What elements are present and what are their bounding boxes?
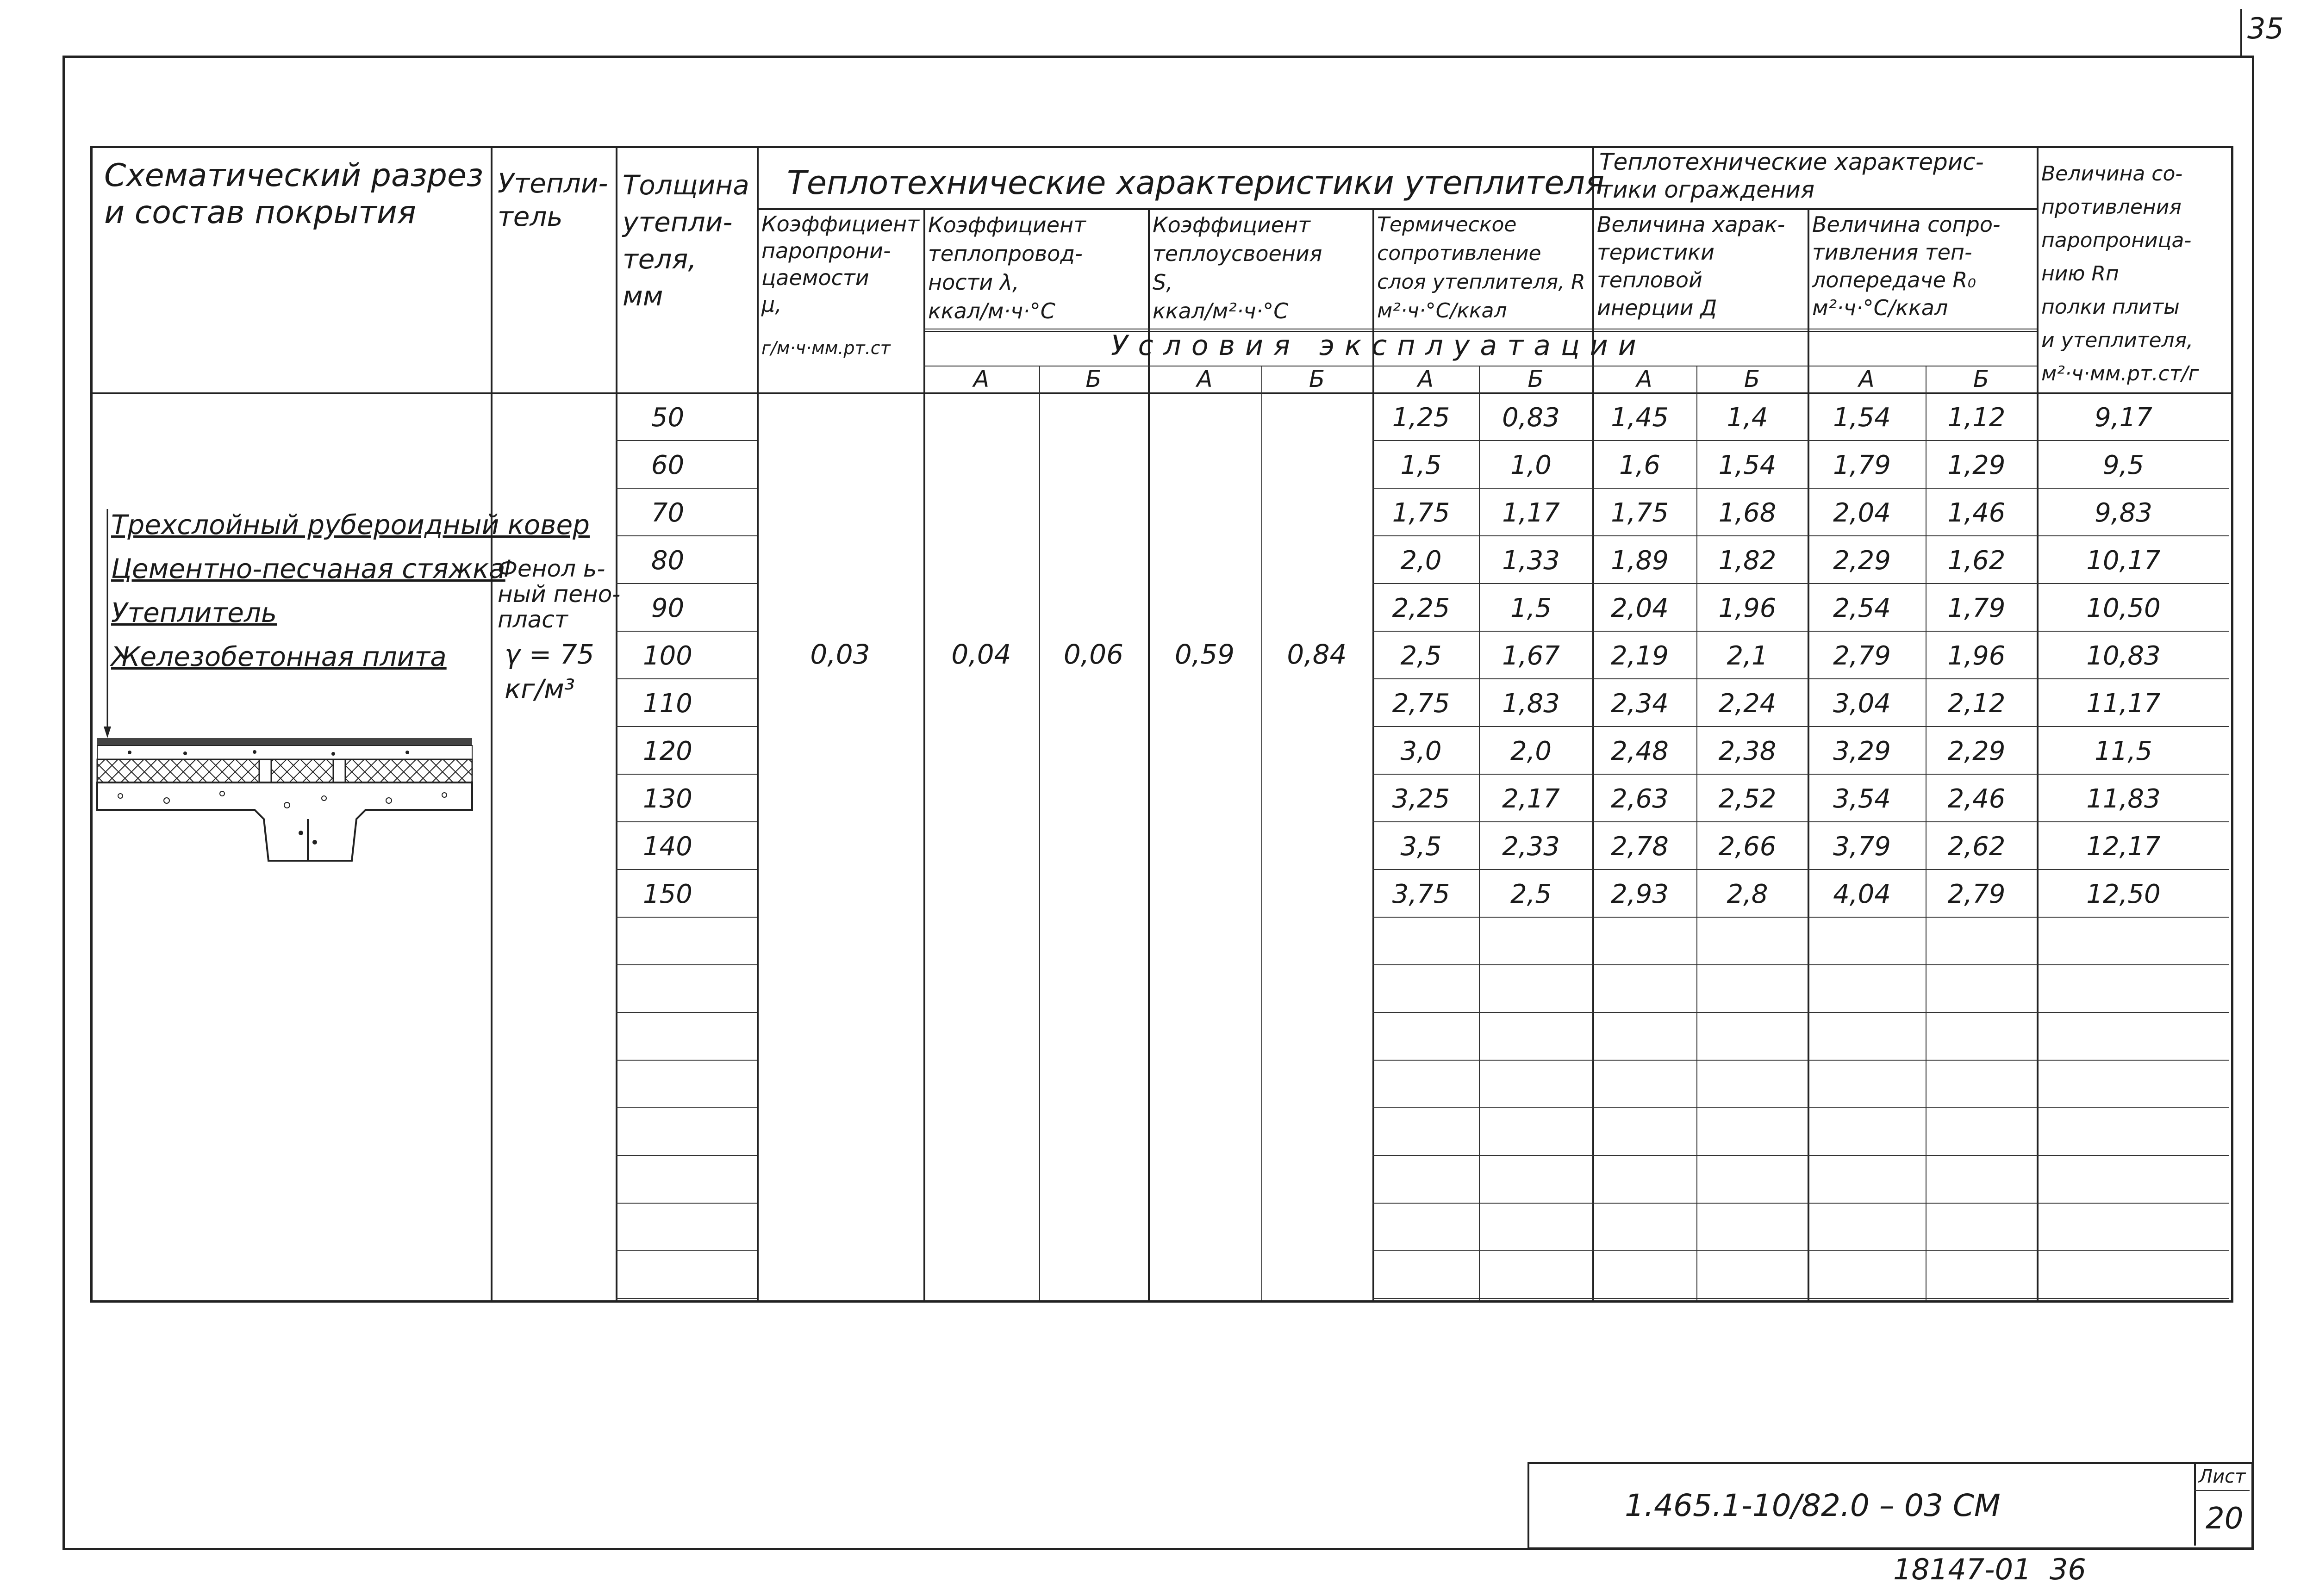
cell-r0a: 2,29 bbox=[1833, 546, 1891, 576]
insulant-line-4: γ = 75 bbox=[505, 639, 594, 670]
cell-db: 2,52 bbox=[1718, 784, 1777, 814]
cell-db: 2,66 bbox=[1718, 832, 1777, 862]
row-line bbox=[616, 1012, 757, 1013]
sheet-number-divider bbox=[2240, 9, 2242, 56]
cell-ra: 2,25 bbox=[1392, 593, 1450, 623]
cell-db: 1,68 bbox=[1718, 498, 1777, 528]
cell-rp: 12,17 bbox=[2086, 832, 2161, 862]
row-line bbox=[1372, 631, 2229, 632]
subheader-a-4: А bbox=[1636, 366, 1652, 392]
header-inertia: Величина харак- теристики тепловой инерции Д bbox=[1597, 212, 1785, 320]
header-bottom-line bbox=[90, 392, 2231, 394]
row-line bbox=[616, 774, 757, 775]
cell-r0a: 3,79 bbox=[1833, 832, 1891, 862]
row-line bbox=[1372, 821, 2229, 822]
row-line bbox=[616, 726, 757, 727]
row-line bbox=[616, 488, 757, 489]
row-line bbox=[616, 1060, 757, 1061]
col-line-7 bbox=[1261, 366, 1262, 1300]
insulant-line-1: Фенол ь- bbox=[498, 555, 605, 582]
cell-r0a: 1,54 bbox=[1833, 403, 1891, 433]
cell-db: 2,8 bbox=[1727, 879, 1768, 909]
cell-db: 1,4 bbox=[1727, 403, 1768, 433]
cell-ra: 2,5 bbox=[1400, 641, 1442, 671]
row-line bbox=[1372, 535, 2229, 536]
cell-rp: 11,5 bbox=[2095, 736, 2152, 766]
cell-ra: 2,0 bbox=[1400, 546, 1442, 576]
row-line bbox=[616, 821, 757, 822]
row-line bbox=[1372, 869, 2229, 870]
row-line bbox=[616, 678, 757, 679]
subheader-b-5: Б bbox=[1973, 366, 1989, 392]
cell-da: 2,04 bbox=[1611, 593, 1669, 623]
col-line-14 bbox=[2037, 146, 2039, 1300]
cell-rp: 11,83 bbox=[2086, 784, 2161, 814]
row-line bbox=[616, 1107, 757, 1108]
header-insulant: Утепли- тель bbox=[498, 168, 608, 232]
cell-r0b: 1,79 bbox=[1947, 593, 2006, 623]
cell-r0a: 3,04 bbox=[1833, 689, 1891, 719]
row-line bbox=[1372, 583, 2229, 584]
cell-t: 150 bbox=[643, 879, 692, 909]
insulant-line-2: ный пено- bbox=[498, 581, 621, 608]
row-line bbox=[616, 1203, 757, 1204]
cell-r0b: 1,29 bbox=[1947, 450, 2006, 480]
cell-da: 2,93 bbox=[1611, 879, 1669, 909]
cell-rb: 2,17 bbox=[1502, 784, 1560, 814]
cell-r0b: 1,46 bbox=[1947, 498, 2006, 528]
subheader-a-2: А bbox=[1197, 366, 1213, 392]
value-lambda-a: 0,04 bbox=[951, 639, 1011, 670]
value-s-a: 0,59 bbox=[1174, 639, 1235, 670]
row-line bbox=[1372, 1060, 2229, 1061]
header-vapor-resistance: Величина со- противления паропроница- нию Rп полки плиты и утеплителя, м²·ч·мм.рт.ст/г bbox=[2041, 162, 2199, 385]
row-line bbox=[616, 631, 757, 632]
cell-db: 1,54 bbox=[1718, 450, 1777, 480]
sheet-label: Лист bbox=[2199, 1466, 2246, 1487]
cell-t: 80 bbox=[651, 546, 685, 576]
row-line bbox=[1372, 1250, 2229, 1251]
cell-r0a: 2,04 bbox=[1833, 498, 1891, 528]
cell-t: 140 bbox=[643, 832, 692, 862]
cell-rp: 12,50 bbox=[2086, 879, 2161, 909]
header-conductivity: Коэффициент теплопровод- ности λ, ккал/м·ч·°С bbox=[928, 212, 1086, 323]
cell-da: 2,34 bbox=[1611, 689, 1669, 719]
row-line bbox=[1372, 964, 2229, 965]
row-line bbox=[1372, 726, 2229, 727]
row-line bbox=[1372, 1155, 2229, 1156]
subheader-a-3: А bbox=[1417, 366, 1434, 392]
cell-r0a: 3,54 bbox=[1833, 784, 1891, 814]
header-section: Схематический разрез и состав покрытия bbox=[104, 157, 483, 231]
cell-r0a: 2,79 bbox=[1833, 641, 1891, 671]
subheader-b-1: Б bbox=[1085, 366, 1102, 392]
cell-db: 1,82 bbox=[1718, 546, 1777, 576]
cell-r0b: 2,29 bbox=[1947, 736, 2006, 766]
cell-da: 1,75 bbox=[1611, 498, 1669, 528]
cell-r0b: 2,79 bbox=[1947, 879, 2006, 909]
row-line bbox=[1372, 917, 2229, 918]
cell-da: 1,45 bbox=[1611, 403, 1669, 433]
sheet-number-top: 35 bbox=[2247, 12, 2284, 45]
cell-db: 1,96 bbox=[1718, 593, 1777, 623]
cell-ra: 3,0 bbox=[1400, 736, 1442, 766]
header-thermal-resistance: Термическое сопротивление слоя утеплителя, R м²·ч·°С/ккал bbox=[1377, 213, 1585, 323]
subheader-b-3: Б bbox=[1527, 366, 1544, 392]
row-line bbox=[616, 964, 757, 965]
row-line bbox=[616, 917, 757, 918]
cell-ra: 3,5 bbox=[1400, 832, 1442, 862]
row-line bbox=[1372, 1203, 2229, 1204]
cell-t: 120 bbox=[643, 736, 692, 766]
cell-r0b: 1,62 bbox=[1947, 546, 2006, 576]
cell-rb: 1,33 bbox=[1502, 546, 1560, 576]
subheader-b-2: Б bbox=[1309, 366, 1325, 392]
value-lambda-b: 0,06 bbox=[1063, 639, 1124, 670]
cell-r0b: 1,12 bbox=[1947, 403, 2006, 433]
row-line bbox=[616, 535, 757, 536]
cell-da: 1,6 bbox=[1619, 450, 1661, 480]
insulant-line-3: пласт bbox=[498, 606, 568, 633]
header-vapor-perm: Коэффициент паропрони- цаемости μ, bbox=[761, 211, 919, 317]
cell-rp: 9,5 bbox=[2102, 450, 2145, 480]
header-heat-transfer: Величина сопро- тивления теп- лопередаче R₀ м²·ч·°С/ккал bbox=[1812, 212, 2001, 320]
sheet-label-line bbox=[2194, 1490, 2250, 1491]
subheader-b-4: Б bbox=[1744, 366, 1760, 392]
cell-rb: 1,5 bbox=[1510, 593, 1552, 623]
cell-da: 2,48 bbox=[1611, 736, 1669, 766]
cell-r0b: 2,62 bbox=[1947, 832, 2006, 862]
value-s-b: 0,84 bbox=[1287, 639, 1347, 670]
cell-t: 90 bbox=[651, 593, 685, 623]
col-line-2 bbox=[616, 146, 617, 1300]
header-thickness: Толщина утепли- теля, мм bbox=[623, 169, 749, 312]
section-sketch bbox=[93, 500, 491, 879]
col-line-3 bbox=[757, 146, 759, 1300]
cell-t: 100 bbox=[643, 641, 692, 671]
sheet-number: 20 bbox=[2206, 1502, 2244, 1536]
cell-r0a: 2,54 bbox=[1833, 593, 1891, 623]
cell-db: 2,38 bbox=[1718, 736, 1777, 766]
row-line bbox=[1372, 1107, 2229, 1108]
col-line-5 bbox=[1039, 366, 1040, 1300]
cell-t: 70 bbox=[651, 498, 685, 528]
cell-rp: 10,17 bbox=[2086, 546, 2161, 576]
row-line bbox=[1372, 1298, 2229, 1299]
row-line bbox=[616, 1155, 757, 1156]
cell-ra: 1,5 bbox=[1400, 450, 1442, 480]
layer-insulation: Утеплитель bbox=[111, 597, 277, 628]
cell-da: 2,63 bbox=[1611, 784, 1669, 814]
row-line bbox=[616, 440, 757, 441]
cell-ra: 3,75 bbox=[1392, 879, 1450, 909]
cell-rb: 1,83 bbox=[1502, 689, 1560, 719]
title-block-divider bbox=[2194, 1462, 2196, 1546]
row-line bbox=[616, 1298, 757, 1299]
cell-ra: 1,25 bbox=[1392, 403, 1450, 433]
cell-rp: 10,50 bbox=[2086, 593, 2161, 623]
cell-t: 50 bbox=[651, 403, 685, 433]
subheader-a-1: А bbox=[973, 366, 990, 392]
group-header-line bbox=[757, 208, 2037, 210]
cell-t: 60 bbox=[651, 450, 685, 480]
row-line bbox=[616, 583, 757, 584]
header-heat-absorption: Коэффициент теплоусвоения S, ккал/м²·ч·°С bbox=[1153, 212, 1322, 323]
cell-r0a: 1,79 bbox=[1833, 450, 1891, 480]
cell-rb: 2,5 bbox=[1510, 879, 1552, 909]
cell-r0b: 2,46 bbox=[1947, 784, 2006, 814]
header-enclosure-chars: Теплотехнические характерис- тики ограждения bbox=[1599, 149, 1984, 203]
cell-da: 1,89 bbox=[1611, 546, 1669, 576]
cell-rb: 2,0 bbox=[1510, 736, 1552, 766]
row-line bbox=[1372, 440, 2229, 441]
col-line-1 bbox=[491, 146, 493, 1300]
header-insulant-chars: Теплотехнические характеристики утеплителя bbox=[787, 164, 1605, 202]
layer-screed: Цементно-песчаная стяжка bbox=[111, 553, 505, 584]
cell-rp: 10,83 bbox=[2086, 641, 2161, 671]
cell-ra: 3,25 bbox=[1392, 784, 1450, 814]
header-conditions: Условия эксплуатации bbox=[1111, 329, 1646, 362]
cell-rp: 9,83 bbox=[2095, 498, 2152, 528]
layer-slab: Железобетонная плита bbox=[111, 641, 447, 672]
cell-rp: 11,17 bbox=[2086, 689, 2161, 719]
value-mu: 0,03 bbox=[810, 639, 870, 670]
row-line bbox=[616, 1250, 757, 1251]
header-vapor-perm-unit: г/м·ч·мм.рт.ст bbox=[761, 338, 891, 358]
layer-roofing: Трехслойный рубероидный ковер bbox=[111, 509, 590, 540]
cell-rb: 0,83 bbox=[1502, 403, 1560, 433]
cell-ra: 2,75 bbox=[1392, 689, 1450, 719]
row-line bbox=[1372, 774, 2229, 775]
cell-rb: 2,33 bbox=[1502, 832, 1560, 862]
cell-da: 2,78 bbox=[1611, 832, 1669, 862]
cell-r0b: 2,12 bbox=[1947, 689, 2006, 719]
document-code: 1.465.1-10/82.0 – 03 СМ bbox=[1625, 1488, 2001, 1523]
col-line-10 bbox=[1592, 146, 1594, 1300]
cell-r0b: 1,96 bbox=[1947, 641, 2006, 671]
row-line bbox=[1372, 1012, 2229, 1013]
cell-t: 130 bbox=[643, 784, 692, 814]
cell-db: 2,1 bbox=[1727, 641, 1768, 671]
row-line bbox=[1372, 488, 2229, 489]
cell-t: 110 bbox=[643, 689, 692, 719]
insulant-line-5: кг/м³ bbox=[505, 673, 575, 705]
cell-rp: 9,17 bbox=[2095, 403, 2152, 433]
row-line bbox=[616, 869, 757, 870]
cell-rb: 1,17 bbox=[1502, 498, 1560, 528]
cell-r0a: 3,29 bbox=[1833, 736, 1891, 766]
row-line bbox=[1372, 678, 2229, 679]
cell-rb: 1,0 bbox=[1510, 450, 1552, 480]
subheader-a-5: А bbox=[1858, 366, 1875, 392]
archive-number: 18147-01 36 bbox=[1893, 1553, 2086, 1586]
cell-rb: 1,67 bbox=[1502, 641, 1560, 671]
cell-db: 2,24 bbox=[1718, 689, 1777, 719]
cell-r0a: 4,04 bbox=[1833, 879, 1891, 909]
cell-da: 2,19 bbox=[1611, 641, 1669, 671]
cell-ra: 1,75 bbox=[1392, 498, 1450, 528]
